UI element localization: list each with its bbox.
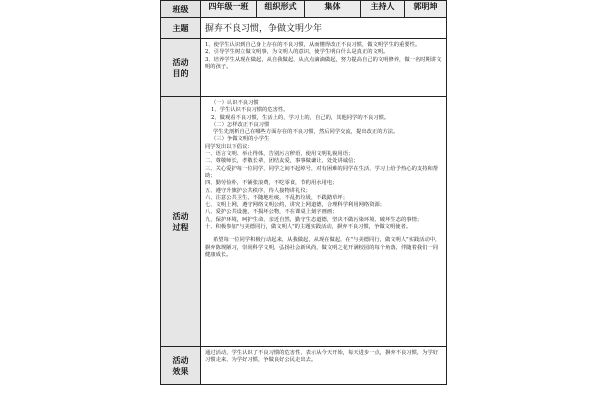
effect-content — [201, 347, 447, 385]
process-line: 八、爱护公共设施，不损坏公物，不在课桌上刻字画画； — [205, 209, 338, 216]
process-line: 六、注意公共卫生，不随地吐痰，不乱扔垃圾，不践踏草坪； — [205, 194, 349, 201]
process-line: 一、语言文明、举止得体，告别污言秽语，使用文明礼貌用语； — [205, 151, 354, 158]
activity-plan-table — [160, 0, 447, 385]
class-value: 四年级一班 — [201, 1, 257, 18]
theme-value: 摒弃不良习惯，争做文明少年 — [201, 18, 447, 39]
process-line: 七、文明上网，遵守网络文明公约，讲究上网道德，合理科学利用网络资源； — [205, 202, 386, 209]
activity-plan-sheet — [160, 0, 446, 400]
process-line: 1、学生认识不良习惯的危害性。 — [211, 107, 289, 114]
effect-row — [161, 347, 447, 385]
process-line: 希望每一位同学积极行动起来，从我做起，从现在做起，在"与美德同行，做文明人"实践活动中，摒弃陈规陋习，崇尚科学文明，弘扬社会新风尚，做文明之花开满校园的每个角落，伴随着我们一同健康成长。 — [205, 237, 441, 258]
process-line: 四、勤劳俭朴，不铺张浪费，不吃零食，节约用水用电； — [205, 180, 338, 187]
process-line: 二、尊敬师长，孝敬长辈，团结友爱，事事做谦让，处处讲诚信； — [205, 158, 359, 165]
host-label: 主持人 — [361, 1, 405, 18]
host-value: 郭明坤 — [405, 1, 447, 18]
process-line: 九、保护环境，呵护生命，亲近自然，勤守生态道德，坚决不做污染环境、破坏生态的事情； — [205, 216, 423, 223]
goal-line: 1、使学生认识到自己身上存在的不良习惯，从而懂得改正不良习惯，做文明学生的重要性。 — [205, 42, 421, 48]
process-line: 五、遵守升旗护公共秩序，待人接物讲礼仪； — [205, 187, 311, 194]
process-line: （一）认识不良习惯 — [211, 100, 259, 106]
goals-label — [161, 39, 201, 97]
goals-label-line-2: 目的 — [172, 67, 189, 78]
process-line: 三、关心爱护每一位同学，同学之间不起绰号，对有困难的同学在生活、学习上给予热心的支持和帮助； — [205, 165, 439, 179]
process-line: （二）怎样改正不良习惯 — [211, 121, 270, 128]
process-line: 学生先剖析自己在哪些方面存在的不良习惯，然后同学交流，提出改正的方法。 — [213, 129, 399, 136]
process-label — [161, 97, 201, 347]
form-value: 集体 — [305, 1, 361, 18]
effect-label — [161, 347, 201, 385]
process-content — [201, 97, 447, 347]
process-line: 同学发出以下倡议： — [205, 143, 253, 150]
class-label: 班级 — [161, 1, 201, 18]
effect-label-line-2: 效果 — [172, 365, 189, 376]
theme-label: 主题 — [161, 18, 201, 39]
form-label: 组织形式 — [257, 1, 305, 18]
goal-line: 3、培养学生从现在做起，从自我做起，从点点滴滴做起，努力提高自己的文明修养，做一名时期讲文明的孩子。 — [205, 56, 442, 70]
process-line: 十、积极参加"与美德同行，做文明人"的主题实践活动，摒弃不良习惯，争做文明使者。 — [205, 224, 412, 231]
process-label-line-2: 过程 — [172, 221, 189, 232]
goals-content — [201, 39, 447, 97]
process-line: 2、做观看不良习惯，生活上的，学习上的，自己的，其他同学的不良习惯。 — [211, 114, 390, 121]
goal-line: 2、引导学生树立做文明事，为文明人的意识，使学生明白什么是真正的文明。 — [205, 49, 389, 56]
process-label-line-1: 活动 — [172, 210, 189, 221]
effect-label-line-1: 活动 — [172, 354, 189, 365]
header-row — [161, 1, 447, 18]
goals-row — [161, 39, 447, 97]
process-line: （三）争做文明的小学生 — [211, 136, 270, 143]
process-row — [161, 97, 447, 347]
theme-row — [161, 18, 447, 39]
goals-label-line-1: 活动 — [172, 56, 189, 67]
effect-line: 通过活动，学生认识了不良习惯的危害性，表示从今天开始，每天进步一点，摒弃不良习惯，为学好习惯走来，为学好习惯，争做良好公民走出去。 — [205, 350, 439, 364]
